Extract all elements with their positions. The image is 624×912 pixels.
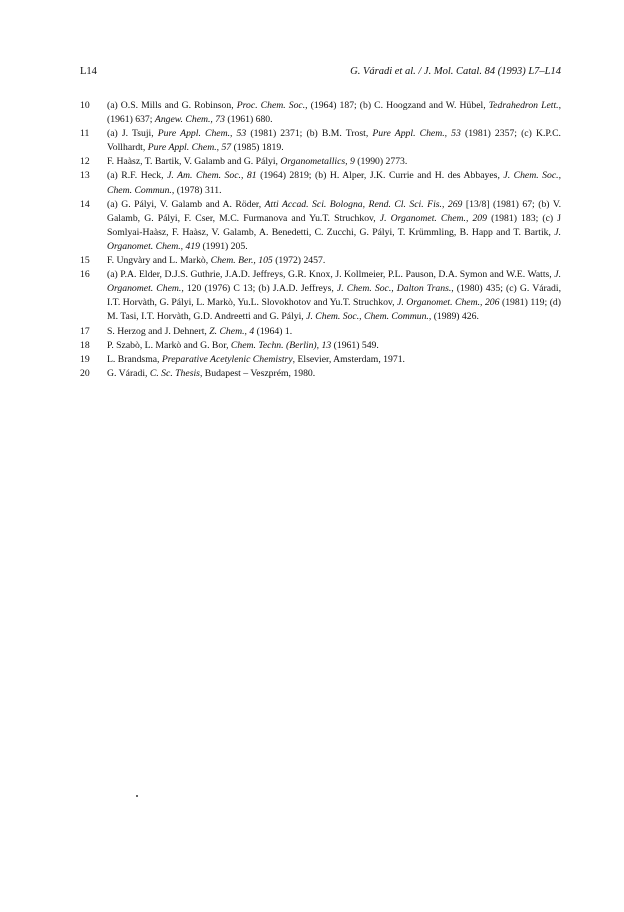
reference-text xyxy=(107,170,561,195)
reference-source-italic: Chem. Techn. (Berlin), 13 xyxy=(230,339,332,351)
reference-text-segment: (a) R.F. Heck, xyxy=(107,170,168,182)
reference-text-segment: (1961) 680. xyxy=(224,114,273,126)
reference-text-segment: , (1964) 187; (b) C. Hoogzand and W. Hübel, xyxy=(305,100,489,111)
reference-entry xyxy=(80,325,561,339)
reference-source-italic: Organometallics, 9 xyxy=(280,156,355,168)
reference-list xyxy=(80,99,561,381)
reference-source-italic: Atti Accad. Sci. Bologna, Rend. Cl. Sci. Fis., 269 xyxy=(264,198,463,210)
reference-text xyxy=(107,156,407,167)
reference-text-segment: (a) O.S. Mills and G. Robinson, xyxy=(107,100,237,111)
reference-text-segment: , 120 (1976) C 13; (b) J.A.D. Jeffreys, xyxy=(181,283,337,295)
reference-text xyxy=(107,354,405,365)
reference-text-segment: G. Váradi, xyxy=(107,367,150,379)
reference-text xyxy=(107,100,561,125)
reference-entry xyxy=(80,155,561,169)
reference-number: 16 xyxy=(80,269,90,281)
reference-text-segment: (1981) 183; (c) J Somlyai-Haàsz, F. Haàsz, V. Galamb, A. Benedetti, C. Zucchi, G. Pályi, T. Krümmling, B. Happ and T. Bartik, xyxy=(107,212,561,238)
reference-entry xyxy=(80,353,561,367)
reference-text-segment: (1981) 119; (d) M. Tasi, I.T. Horvàth, G.D. Andreetti and G. Pályi, xyxy=(107,297,561,323)
reference-source-italic: Z. Chem., 4 xyxy=(209,325,255,337)
reference-number: 18 xyxy=(80,339,90,351)
reference-text-segment: (1961) 549. xyxy=(331,339,379,351)
reference-text-segment: (1981) 2357; (c) K.P.C. Vollhardt, xyxy=(107,128,561,154)
reference-source-italic: J. Chem. Soc., Dalton Trans. xyxy=(336,283,452,295)
reference-source-italic: C. Sc. Thesis xyxy=(149,367,200,379)
reference-entry xyxy=(80,127,561,155)
reference-text xyxy=(107,269,561,322)
reference-source-italic: Pure Appl. Chem., 57 xyxy=(147,142,232,154)
reference-source-italic: Pure Appl. Chem., 53 xyxy=(157,128,247,140)
reference-source-italic: J. Chem. Soc., Chem. Commun. xyxy=(107,170,561,196)
page-number: L14 xyxy=(80,66,97,77)
reference-source-italic: J. Organomet. Chem., 209 xyxy=(379,212,487,224)
reference-text-segment: (1990) 2773. xyxy=(354,156,408,168)
reference-number: 11 xyxy=(80,128,90,140)
reference-entry xyxy=(80,268,561,324)
reference-text xyxy=(107,326,292,337)
reference-entry xyxy=(80,198,561,254)
reference-text-segment: (a) J. Tsuji, xyxy=(107,128,158,140)
reference-text-segment: S. Herzog and J. Dehnert, xyxy=(107,325,210,337)
reference-text-segment: L. Brandsma, xyxy=(107,353,162,365)
reference-text-segment: (1991) 205. xyxy=(200,240,248,252)
reference-source-italic: Tedrahedron Lett. xyxy=(488,100,559,111)
reference-source-italic: J. Organomet. Chem., 206 xyxy=(397,297,500,309)
reference-text xyxy=(107,340,379,351)
stray-dot-mark xyxy=(136,795,138,797)
reference-number: 10 xyxy=(80,100,90,111)
reference-text-segment: (1964) 1. xyxy=(254,325,293,337)
reference-text-segment: , (1980) 435; (c) G. Váradi, I.T. Horvàth, G. Pályi, L. Markò, Yu.L. Slovokhotov and Yu.T. Struchkov, xyxy=(107,283,561,309)
reference-entry xyxy=(80,367,561,381)
reference-entry xyxy=(80,339,561,353)
reference-text-segment: (1981) 2371; (b) B.M. Trost, xyxy=(246,128,373,140)
reference-entry xyxy=(80,99,561,127)
reference-source-italic: J. Chem. Soc., Chem. Commun. xyxy=(306,311,429,323)
reference-text-segment: (a) G. Pályi, V. Galamb and A. Röder, xyxy=(107,198,265,210)
reference-text-segment: (1985) 1819. xyxy=(231,142,284,154)
reference-number: 20 xyxy=(80,367,90,379)
reference-entry xyxy=(80,169,561,197)
reference-text-segment: , (1989) 426. xyxy=(428,311,479,323)
reference-source-italic: Angew. Chem., 73 xyxy=(154,114,225,126)
reference-number: 19 xyxy=(80,353,90,365)
reference-text-segment: , (1978) 311. xyxy=(171,184,222,196)
reference-number: 14 xyxy=(80,198,90,210)
running-header xyxy=(80,66,561,82)
reference-source-italic: J. Organomet. Chem., 419 xyxy=(107,226,561,252)
journal-citation-header: G. Váradi et al. / J. Mol. Catal. 84 (1993) L7–L14 xyxy=(350,66,561,77)
reference-text-segment: (1964) 2819; (b) H. Alper, J.K. Currie and H. des Abbayes, xyxy=(256,170,504,182)
reference-number: 12 xyxy=(80,156,90,168)
reference-text-segment: , (1961) 637; xyxy=(107,100,561,126)
reference-number: 15 xyxy=(80,255,90,267)
reference-text-segment: (1972) 2457. xyxy=(272,255,326,267)
reference-source-italic: Proc. Chem. Soc. xyxy=(236,100,306,111)
reference-text xyxy=(107,199,561,252)
reference-text-segment: (a) P.A. Elder, D.J.S. Guthrie, J.A.D. Jeffreys, G.R. Knox, J. Kollmeier, P.L. Pauson, D.A. Symon and W.E. Watts, xyxy=(107,269,555,281)
reference-text-segment: P. Szabò, L. Markò and G. Bor, xyxy=(107,339,231,351)
reference-source-italic: J. Am. Chem. Soc., 81 xyxy=(167,170,257,182)
reference-entry xyxy=(80,254,561,268)
reference-text-segment: F. Ungvàry and L. Markò, xyxy=(107,255,211,267)
reference-text-segment: F. Haàsz, T. Bartik, V. Galamb and G. Pályi, xyxy=(107,156,281,168)
reference-text-segment: , Elsevier, Amsterdam, 1971. xyxy=(292,353,405,365)
reference-text xyxy=(107,128,561,153)
reference-source-italic: J. Organomet. Chem. xyxy=(107,269,561,295)
reference-text xyxy=(107,368,315,379)
reference-source-italic: Preparative Acetylenic Chemistry xyxy=(161,353,293,365)
reference-text-segment: [13/8] (1981) 67; (b) V. Galamb, G. Pályi, F. Cser, M.C. Furmanova and Yu.T. Struchkov, xyxy=(107,198,561,224)
reference-number: 17 xyxy=(80,325,90,337)
reference-source-italic: Pure Appl. Chem., 53 xyxy=(372,128,461,140)
reference-text xyxy=(107,255,325,266)
reference-source-italic: Chem. Ber., 105 xyxy=(210,255,273,267)
reference-text-segment: , Budapest – Veszprém, 1980. xyxy=(199,367,316,379)
reference-number: 13 xyxy=(80,170,90,182)
